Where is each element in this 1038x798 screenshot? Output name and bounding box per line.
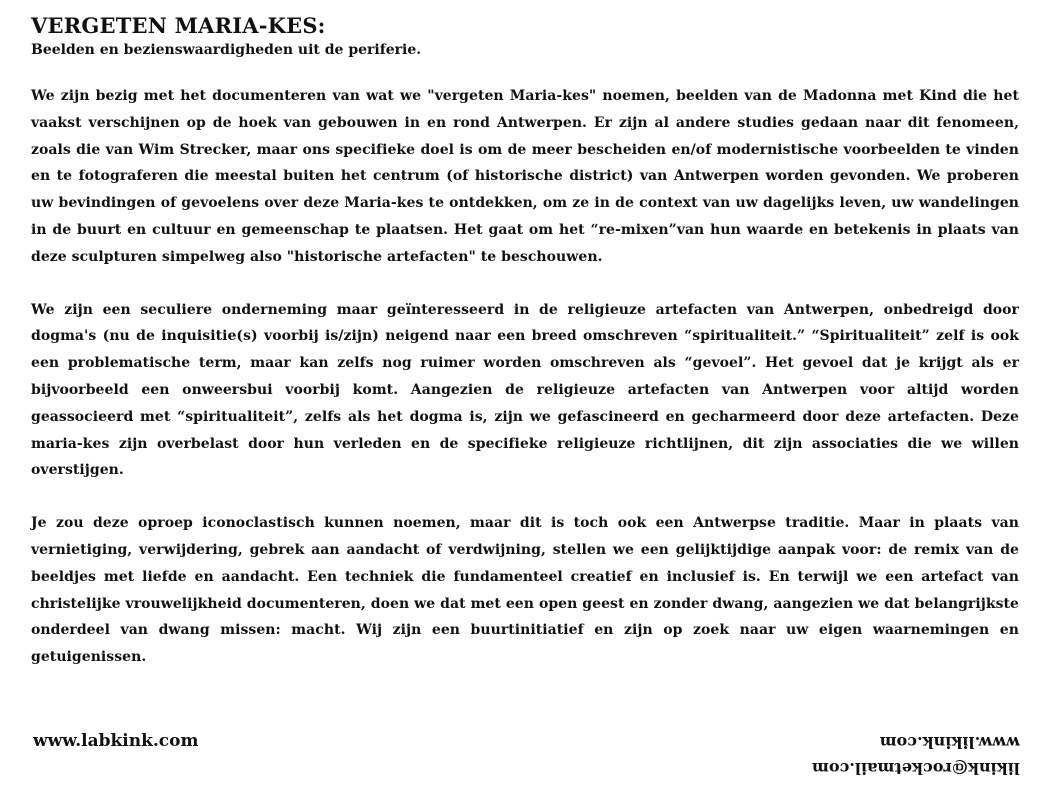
document-subtitle: Beelden en bezienswaardigheden uit de periferie. xyxy=(31,42,422,58)
footer-upside-down-contact xyxy=(812,729,1020,781)
footer-website-link[interactable]: www.labkink.com xyxy=(33,731,199,751)
document-title: VERGETEN MARIA-KES: xyxy=(31,13,326,38)
paragraph-secular: We zijn een seculiere onderneming maar geïnteresseerd in de religieuze artefacten van Antwerpen, onbedreigd door dogma's (nu de inquisitie(s) voorbij is/zijn) neigend naar een breed omschreven “spiritualiteit.” “Spiritualiteit” zelf is ook een problematische term, maar kan zelfs nog ruimer worden omschreven als “gevoel”. Het gevoel dat je krijgt als er bijvoorbeeld een onweersbui voorbij komt. Aangezien de religieuze artefacten van Antwerpen voor altijd worden geassocieerd met “spiritualiteit”, zelfs als het dogma is, zijn we gefascineerd en gecharmeerd door deze artefacten. Deze maria-kes zijn overbelast door hun verleden en de specifieke religieuze richtlijnen, dit zijn associaties die we willen overstijgen. xyxy=(31,301,1019,479)
upside-down-website[interactable]: www.likink.com xyxy=(879,733,1020,752)
paragraph-intro: We zijn bezig met het documenteren van wat we "vergeten Maria-kes" noemen, beelden van de Madonna met Kind die het vaakst verschijnen op de hoek van gebouwen in en rond Antwerpen. Er zijn al andere studies gedaan naar dit fenomeen, zoals die van Wim Strecker, maar ons specifieke doel is om de meer bescheiden en/of modernistische voorbeelden te vinden en te fotograferen die meestal buiten het centrum (of historische district) van Antwerpen worden gevonden. We proberen uw bevindingen of gevoelens over deze Maria-kes te ontdekken, om ze in de context van uw dagelijks leven, uw wandelingen in de buurt en cultuur en gemeenschap te plaatsen. Het gaat om het “re-mixen”van hun waarde en betekenis in plaats van deze sculpturen simpelweg also "historische artefacten" te beschouwen. xyxy=(31,88,1019,265)
paragraph-iconoclastic: Je zou deze oproep iconoclastisch kunnen noemen, maar dit is toch ook een Antwerpse traditie. Maar in plaats van vernietiging, verwijdering, gebrek aan aandacht of verdwijning, stellen we een gelijktijdige aanpak voor: de remix van de beeldjes met liefde en aandacht. Een techniek die fundamenteel creatief en inclusief is. En terwijl we een artefact van christelijke vrouwelijkheid documenteren, doen we dat met een open geest en zonder dwang, aangezien we dat belangrijkste onderdeel van dwang missen: macht. Wij zijn een buurtinitiatief en zijn op zoek naar uw eigen waarnemingen en getuigenissen. xyxy=(31,515,1019,666)
upside-down-email[interactable]: likink@rocketmail.com xyxy=(812,759,1020,778)
document-page xyxy=(31,12,1019,697)
